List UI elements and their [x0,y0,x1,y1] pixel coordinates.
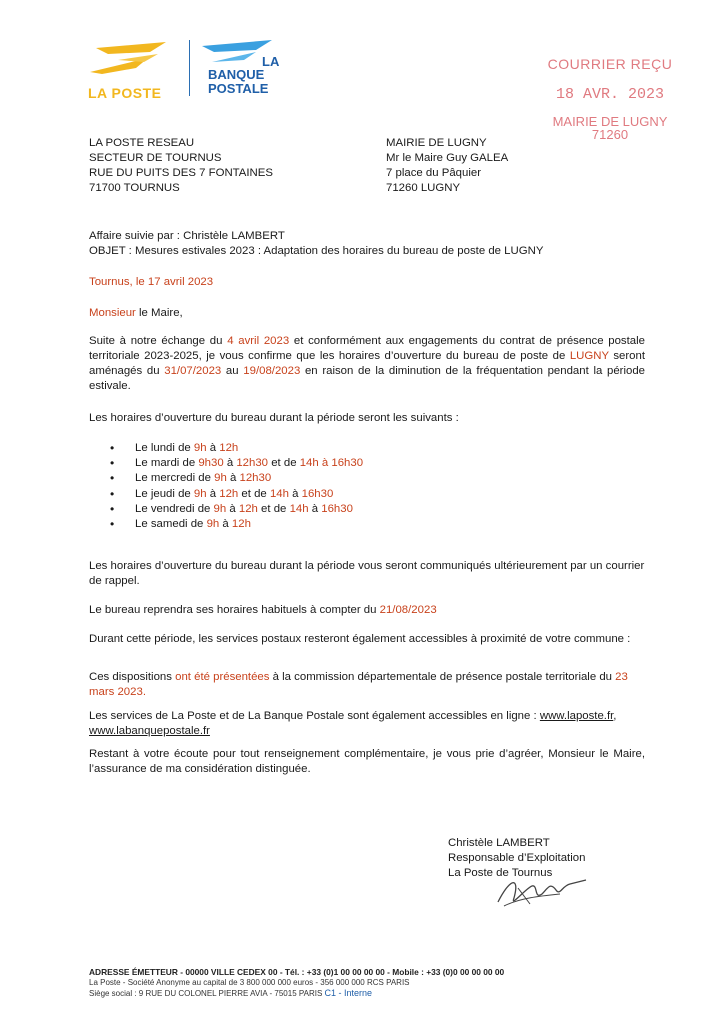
stamp-mairie: MAIRIE DE LUGNY [552,114,668,129]
hours-list [110,441,363,532]
recipient-line: 7 place du Pâquier [386,167,481,179]
paragraph-1 [89,334,645,394]
list-item: • Le samedi de 9h à 12h [110,517,363,532]
reprise-date: 21/08/2023 [379,604,437,616]
p1-text: et conformément aux engagements du contrat de présence postale territoriale 2023-2025, je vous confirme que les horaires d’ouverture du bureau de poste de [89,335,645,362]
banque-postale-la: LA [262,54,280,69]
p1-start-date: 31/07/2023 [164,365,222,377]
salutation-rest: le Maire, [135,307,183,319]
signature-office: La Poste de Tournus [448,867,553,879]
handwritten-signature [490,868,590,910]
paragraph-5: Durant cette période, les services postaux resteront également accessibles à proximité de votre commune : [89,633,631,645]
objet-line: OBJET : Mesures estivales 2023 : Adaptation des horaires du bureau de poste de LUGNY [89,245,544,257]
list-item: • Le mardi de 9h30 à 12h30 et de 14h à 16h30 [110,456,363,471]
sender-line: RUE DU PUITS DES 7 FONTAINES [89,167,273,179]
paragraph-7: Les services de La Poste et de La Banque Postale sont également accessibles en ligne : www.laposte.fr, www.labanquepostale.fr [89,710,617,737]
footer-line-2: La Poste - Société Anonyme au capital de 3 800 000 000 euros - 356 000 000 RCS PARIS [89,978,410,987]
paragraph-8: Restant à votre écoute pour tout renseignement complémentaire, je vous prie d’agréer, Monsieur le Maire, l’assurance de ma considération distinguée. [89,748,645,775]
labanquepostale-link[interactable]: www.labanquepostale.fr [89,725,210,737]
list-item: • Le vendredi de 9h à 12h et de 14h à 16h30 [110,502,363,517]
laposte-link[interactable]: www.laposte.fr [539,710,614,722]
recipient-line: 71260 LUGNY [386,182,461,194]
banque-postale-logo [198,38,288,98]
stamp-date: 18 AVR. 2023 [555,86,665,103]
date-line: Tournus, le 17 avril 2023 [89,276,214,288]
la-poste-wordmark: LA POSTE [88,85,162,101]
banque-postale-postale: POSTALE [208,81,269,96]
classification-tag: C1 - Interne [324,988,373,998]
p1-text: Suite à notre échange du [89,335,228,347]
p1-date-echange: 4 avril 2023 [227,335,290,347]
stamp-courrier-recu: COURRIER REÇU [547,56,673,72]
recipient-line: Mr le Maire Guy GALEA [386,152,509,164]
sender-address [89,136,273,196]
paragraph-3: Les horaires d’ouverture du bureau durant la période vous seront communiqués ultérieurement par un courrier de rappel. [89,560,645,587]
affaire-line: Affaire suivie par : Christèle LAMBERT [89,230,285,242]
p1-end-date: 19/08/2023 [243,365,301,377]
sender-line: LA POSTE RESEAU [89,137,195,149]
sender-line: 71700 TOURNUS [89,182,180,194]
stamp-postcode: 71260 [591,127,629,142]
la-poste-logo [88,38,178,101]
p1-text: en raison de la diminution de la fréquentation pendant la période estivale. [89,365,645,392]
salutation-monsieur: Monsieur [89,307,136,319]
list-item: • Le lundi de 9h à 12h [110,441,363,456]
paragraph-6: Ces dispositions ont été présentées à la commission départementale de présence postale territoriale du 23 mars 2023. [89,671,628,698]
recipient-address [386,136,508,196]
recipient-line: MAIRIE DE LUGNY [386,137,487,149]
paragraph-2: Les horaires d’ouverture du bureau durant la période seront les suivants : [89,412,459,424]
banque-postale-banque: BANQUE [208,67,265,82]
salutation [89,306,183,321]
footer [89,967,649,999]
signature-title: Responsable d’Exploitation [448,852,586,864]
p1-lugny: LUGNY [569,350,609,362]
logo-divider [189,40,190,96]
p1-text: au [221,365,244,377]
list-item: • Le mercredi de 9h à 12h30 [110,471,363,486]
signature-name: Christèle LAMBERT [448,837,550,849]
p1-text: seront aménagés du [89,350,646,377]
footer-line-1: ADRESSE ÉMETTEUR - 00000 VILLE CEDEX 00 - Tél. : +33 (0)1 00 00 00 00 - Mobile : +33 (0)0 00 00 00 00 [89,967,505,977]
footer-line-3: Siège social : 9 RUE DU COLONEL PIERRE AVIA - 75015 PARIS C1 - Interne [89,988,373,998]
la-poste-bird-icon [88,38,178,80]
sender-line: SECTEUR DE TOURNUS [89,152,222,164]
list-item: • Le jeudi de 9h à 12h et de 14h à 16h30 [110,487,363,502]
paragraph-4: Le bureau reprendra ses horaires habituels à compter du 21/08/2023 [89,604,437,616]
received-stamp [530,56,690,142]
